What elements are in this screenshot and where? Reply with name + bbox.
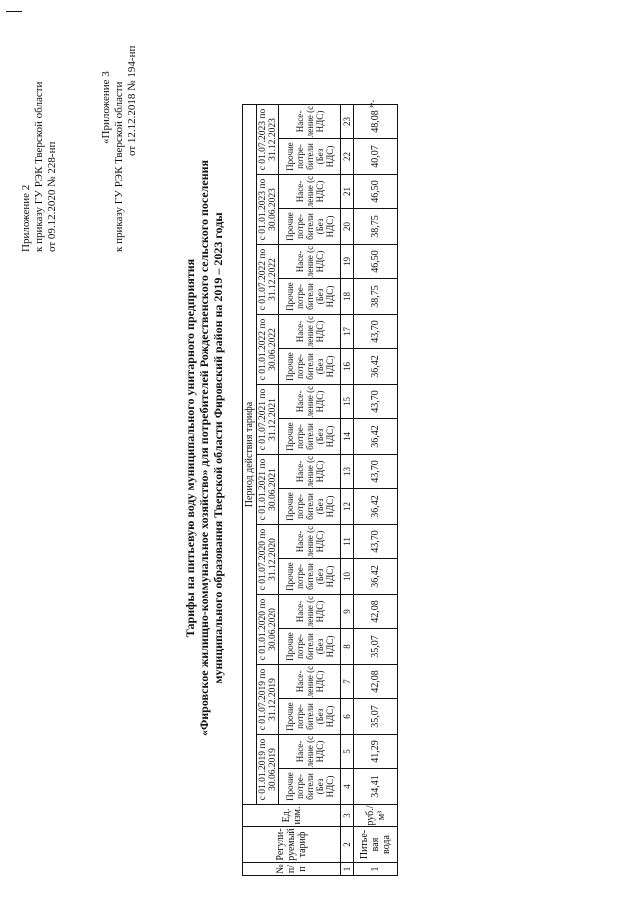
header-other-consumers: Прочие потре-бители (Без НДС) xyxy=(279,699,341,735)
header-population: Насе-ление (с НДС) xyxy=(279,525,341,559)
header-period: с 01.01.2023 по 30.06.2023 xyxy=(257,175,279,245)
column-number: 5 xyxy=(341,735,354,769)
header-other-consumers: Прочие потре-бители (Без НДС) xyxy=(279,139,341,175)
column-number: 3 xyxy=(341,805,354,827)
tariff-table xyxy=(242,104,398,876)
row-number: 1 xyxy=(354,863,398,876)
header-other-consumers: Прочие потре-бители (Без НДС) xyxy=(279,279,341,315)
header-population: Насе-ление (с НДС) xyxy=(279,245,341,279)
column-number: 9 xyxy=(341,595,354,629)
top-edge-line xyxy=(6,11,22,12)
header-other-consumers: Прочие потре-бители (Без НДС) xyxy=(279,559,341,595)
tariff-value: 36,42 xyxy=(354,349,398,385)
column-number: 1 xyxy=(341,863,354,876)
header-other-consumers: Прочие потре-бители (Без НДС) xyxy=(279,489,341,525)
column-number: 10 xyxy=(341,559,354,595)
header-population: Насе-ление (с НДС) xyxy=(279,735,341,769)
header-tariff: Регули-руемый тариф xyxy=(243,827,341,863)
title-line-1: Тарифы на питьевую воду муниципального унитарного предприятия xyxy=(183,258,197,638)
header-population: Насе-ление (с НДС) xyxy=(279,595,341,629)
appendix-line-3: от 09.12.2020 № 228-нп xyxy=(46,141,58,252)
tariff-value: 48,08 xyxy=(354,105,398,139)
column-number: 16 xyxy=(341,349,354,385)
header-period: с 01.07.2020 по 31.12.2020 xyxy=(257,525,279,595)
header-period: с 01.07.2023 по 31.12.2023 xyxy=(257,105,279,175)
column-number: 12 xyxy=(341,489,354,525)
header-no: № п/п xyxy=(243,863,341,876)
header-population: Насе-ление (с НДС) xyxy=(279,385,341,419)
table-row xyxy=(354,105,398,876)
column-number: 18 xyxy=(341,279,354,315)
tariff-value: 43,70 xyxy=(354,315,398,349)
tariff-value: 46,50 xyxy=(354,175,398,209)
appendix-line-2: к приказу ГУ РЭК Тверской области xyxy=(33,81,45,252)
column-number: 22 xyxy=(341,139,354,175)
header-period: с 01.01.2022 по 30.06.2022 xyxy=(257,315,279,385)
title-line-3: муниципального образования Тверской области Фировский район на 2019 – 2023 годы xyxy=(211,212,225,684)
header-population: Насе-ление (с НДС) xyxy=(279,105,341,139)
column-number: 17 xyxy=(341,315,354,349)
column-number: 23 xyxy=(341,105,354,139)
row-unit: руб./м³ xyxy=(354,805,398,827)
header-other-consumers: Прочие потре-бители (Без НДС) xyxy=(279,419,341,455)
header-population: Насе-ление (с НДС) xyxy=(279,665,341,699)
tariff-value: 35,07 xyxy=(354,699,398,735)
tariff-value: 38,75 xyxy=(354,279,398,315)
reference-line-2: к приказу ГУ РЭК Тверской области xyxy=(113,81,125,252)
column-number: 4 xyxy=(341,769,354,805)
reference-line-1: «Приложение 3 xyxy=(100,71,112,144)
header-period: с 01.07.2019 по 31.12.2019 xyxy=(257,665,279,735)
header-other-consumers: Прочие потре-бители (Без НДС) xyxy=(279,769,341,805)
tariff-value: 42,08 xyxy=(354,665,398,699)
header-other-consumers: Прочие потре-бители (Без НДС) xyxy=(279,629,341,665)
header-population: Насе-ление (с НДС) xyxy=(279,175,341,209)
tariff-value: 38,75 xyxy=(354,209,398,245)
header-period: с 01.01.2021 по 30.06.2021 xyxy=(257,455,279,525)
column-numbers-row xyxy=(341,105,354,876)
title-line-2: «Фировское жилищно-коммунальное хозяйство» для потребителей Рождественского сельского поселения xyxy=(197,159,211,737)
column-number: 11 xyxy=(341,525,354,559)
column-number: 14 xyxy=(341,419,354,455)
header-unit: Ед. изм. xyxy=(243,805,341,827)
header-row-group xyxy=(243,105,257,876)
header-population: Насе-ление (с НДС) xyxy=(279,455,341,489)
tariff-value: 43,70 xyxy=(354,385,398,419)
header-row-periods xyxy=(257,105,279,876)
column-number: 6 xyxy=(341,699,354,735)
column-number: 13 xyxy=(341,455,354,489)
header-period: с 01.07.2021 по 31.12.2021 xyxy=(257,385,279,455)
tariff-value: 43,70 xyxy=(354,455,398,489)
header-period: с 01.07.2022 по 31.12.2022 xyxy=(257,245,279,315)
reference-line-3: от 12.12.2018 № 194-нп xyxy=(126,45,138,156)
header-population: Насе-ление (с НДС) xyxy=(279,315,341,349)
header-period: с 01.01.2019 по 30.06.2019 xyxy=(257,735,279,805)
tariff-value: 46,50 xyxy=(354,245,398,279)
header-row-consumers xyxy=(279,105,341,876)
tariff-value: 36,42 xyxy=(354,559,398,595)
header-period: с 01.01.2020 по 30.06.2020 xyxy=(257,595,279,665)
reference-header xyxy=(100,46,139,252)
column-number: 19 xyxy=(341,245,354,279)
column-number: 21 xyxy=(341,175,354,209)
tariff-value: 43,70 xyxy=(354,525,398,559)
column-number: 20 xyxy=(341,209,354,245)
closing-quote: ». xyxy=(365,99,377,108)
column-number: 8 xyxy=(341,629,354,665)
column-number: 15 xyxy=(341,385,354,419)
appendix-header xyxy=(20,82,59,252)
tariff-value: 36,42 xyxy=(354,489,398,525)
tariff-value: 34,41 xyxy=(354,769,398,805)
header-other-consumers: Прочие потре-бители (Без НДС) xyxy=(279,349,341,385)
tariff-value: 40,07 xyxy=(354,139,398,175)
header-other-consumers: Прочие потре-бители (Без НДС) xyxy=(279,209,341,245)
appendix-line-1: Приложение 2 xyxy=(20,184,32,252)
column-number: 7 xyxy=(341,665,354,699)
tariff-value: 42,08 xyxy=(354,595,398,629)
tariff-value: 35,07 xyxy=(354,629,398,665)
header-period-group: Период действия тарифа xyxy=(243,105,257,805)
column-number: 2 xyxy=(341,827,354,863)
document-title xyxy=(183,38,225,858)
tariff-value: 41,29 xyxy=(354,735,398,769)
row-tariff-name: Питье-вая вода xyxy=(354,827,398,863)
tariff-value: 36,42 xyxy=(354,419,398,455)
